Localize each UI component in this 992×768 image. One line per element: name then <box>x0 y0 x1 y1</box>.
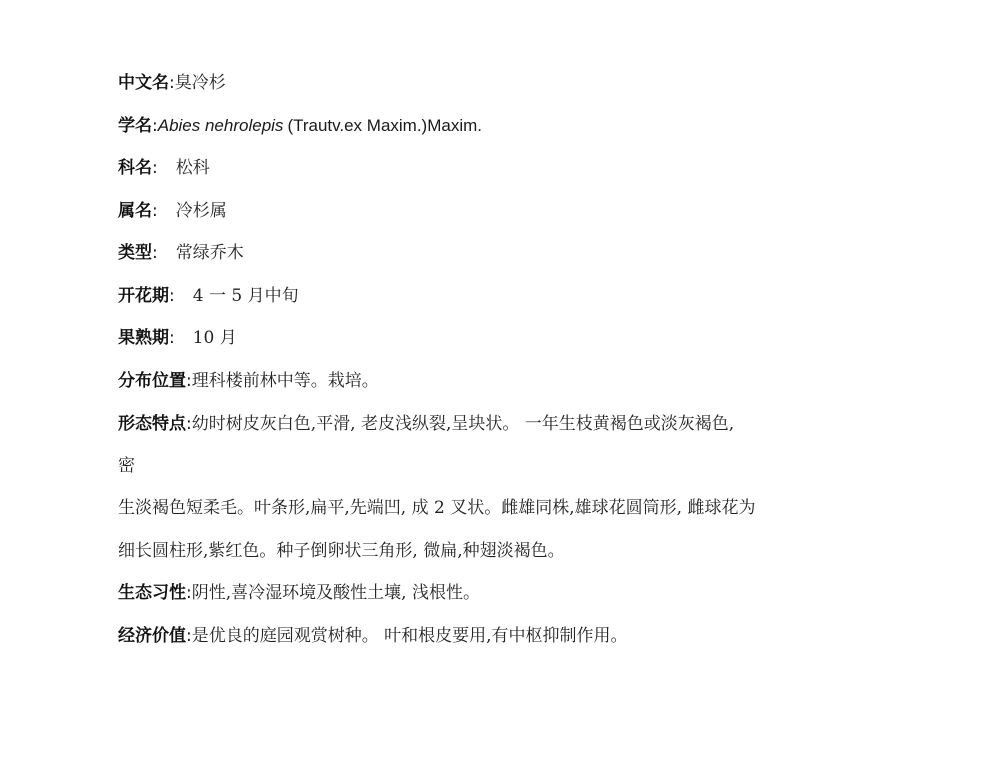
field-colon: : <box>186 414 192 434</box>
field-label: 形态特点 <box>118 414 186 434</box>
field-flowering <box>118 285 299 307</box>
scientific-authority: (Trautv.ex Maxim.)Maxim. <box>287 116 482 135</box>
field-value: 阴性,喜冷湿环境及酸性土壤, 浅根性。 <box>191 583 480 603</box>
field-fruiting <box>118 327 237 349</box>
field-label: 类型 <box>118 243 152 263</box>
field-colon: : <box>169 73 175 93</box>
field-colon: : <box>169 286 175 306</box>
field-colon: : <box>152 243 158 263</box>
field-value: 松科 <box>175 158 210 178</box>
morphology-line-2 <box>118 455 135 477</box>
field-label: 经济价值 <box>118 626 186 646</box>
field-morphology <box>118 413 734 435</box>
field-colon: : <box>152 116 158 136</box>
field-label: 果熟期 <box>118 328 169 348</box>
field-colon: : <box>169 328 175 348</box>
field-label: 科名 <box>118 158 152 178</box>
field-value: 10 月 <box>192 328 237 348</box>
field-chinese-name <box>118 72 226 94</box>
field-economic-value <box>118 625 628 647</box>
field-colon: : <box>152 158 158 178</box>
field-scientific-name <box>118 115 482 137</box>
field-value: 常绿乔木 <box>175 243 244 263</box>
field-label: 开花期 <box>118 286 169 306</box>
field-value: 臭冷杉 <box>174 73 226 93</box>
field-ecology <box>118 582 480 604</box>
field-value-line-4: 细长圆柱形,紫红色。种子倒卵状三角形, 微扁,种翅淡褐色。 <box>118 541 565 561</box>
field-type <box>118 242 244 264</box>
field-colon: : <box>152 201 158 221</box>
field-value: 4 一 5 月中旬 <box>192 286 299 306</box>
field-value-line-1: 幼时树皮灰白色,平滑, 老皮浅纵裂,呈块状。 一年生枝黄褐色或淡灰褐色, <box>191 414 735 434</box>
field-label: 学名 <box>118 116 152 136</box>
field-value-line-3: 生淡褐色短柔毛。叶条形,扁平,先端凹, 成 2 叉状。雌雄同株,雄球花圆筒形, 雌球花为 <box>118 498 756 518</box>
field-colon: : <box>186 583 192 603</box>
field-distribution <box>118 370 379 392</box>
field-label: 属名 <box>118 201 152 221</box>
field-value-line-2: 密 <box>118 456 135 476</box>
field-value: 冷杉属 <box>175 201 227 221</box>
field-colon: : <box>186 626 192 646</box>
field-label: 生态习性 <box>118 583 186 603</box>
scientific-binomial: Abies nehrolepis <box>157 116 284 135</box>
field-colon: : <box>186 371 192 391</box>
morphology-line-3 <box>118 497 755 519</box>
field-family <box>118 157 210 179</box>
field-value: 理科楼前林中等。栽培。 <box>191 371 379 391</box>
field-genus <box>118 200 227 222</box>
field-label: 分布位置 <box>118 371 186 391</box>
field-value: 是优良的庭园观赏树种。 叶和根皮要用,有中枢抑制作用。 <box>191 626 628 646</box>
field-label: 中文名 <box>118 73 169 93</box>
morphology-line-4 <box>118 540 565 562</box>
